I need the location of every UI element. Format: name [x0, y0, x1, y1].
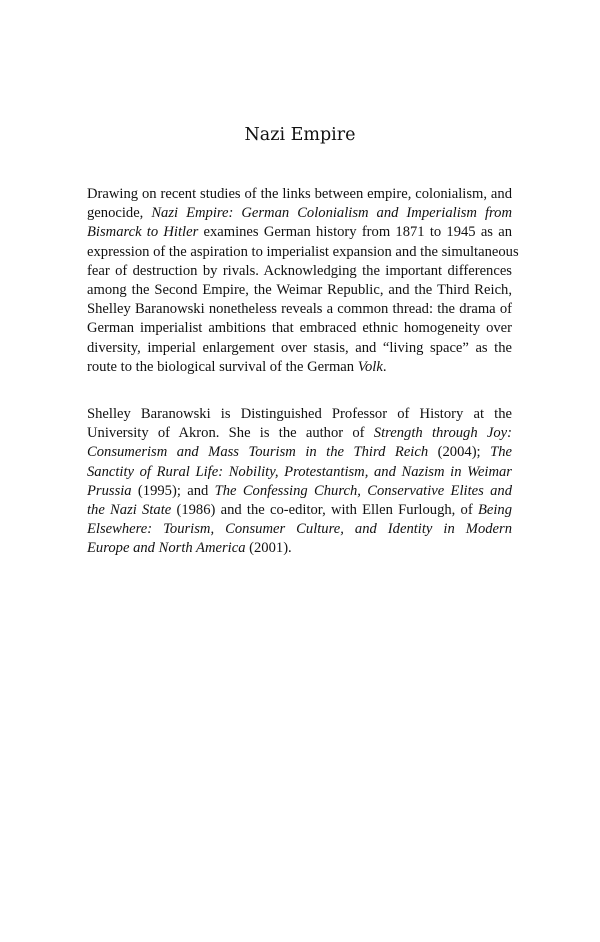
book-title-italic: Europe and North America — [87, 540, 246, 557]
book-title-italic: Prussia — [87, 482, 132, 499]
book-title-italic: Being — [477, 502, 512, 519]
text-line: German imperialist ambitions that embraced ethnic homogeneity over — [87, 320, 512, 337]
text-line: diversity, imperial enlargement over stasis, and “living space” as the — [87, 339, 512, 356]
text-line: Bismarck to Hitler examines German history from 1871 to 1945 as an — [87, 224, 512, 241]
italic-term: Volk — [357, 358, 383, 375]
text-line: Consumerism and Mass Tourism in the Third Reich (2004); The — [87, 444, 513, 461]
text-line — [87, 520, 512, 539]
text-line: Shelley Baranowski is Distinguished Professor of History at the — [87, 406, 512, 422]
book-title-italic: Sanctity of Rural Life: Nobility, Protestantism, and Nazism in Weimar — [87, 463, 512, 480]
text-line: route to the biological survival of the German Volk. — [87, 358, 387, 375]
text-line: fear of destruction by rivals. Acknowledging the important differences — [87, 262, 512, 279]
book-title-italic: The Confessing Church, Conservative Elites and — [214, 482, 512, 499]
author-bio-paragraph — [87, 405, 512, 559]
book-title-italic: Bismarck to Hitler — [87, 224, 199, 241]
book-title-italic: Elsewhere: Tourism, Consumer Culture, and Identity in Modern — [87, 521, 512, 538]
text-line: Europe and North America (2001). — [87, 540, 292, 557]
book-title-italic: The — [490, 444, 513, 461]
book-title-italic: Strength through Joy: — [373, 425, 512, 442]
book-title-italic: Consumerism and Mass Tourism in the Third Reich — [87, 444, 429, 461]
book-title-italic: the Nazi State — [87, 502, 172, 519]
book-description-paragraph — [87, 185, 519, 377]
page-title: Nazi Empire — [244, 125, 356, 145]
text-line: among the Second Empire, the Weimar Republic, and the Third Reich, — [87, 282, 512, 299]
text-line: Drawing on recent studies of the links between empire, colonialism, and — [87, 186, 512, 202]
text-line — [87, 463, 512, 482]
text-line: expression of the aspiration to imperialist expansion and the simultaneous — [87, 243, 519, 260]
text-line: University of Akron. She is the author of Strength through Joy: — [87, 425, 512, 442]
text-line: Prussia (1995); and The Confessing Church, Conservative Elites and — [87, 482, 512, 499]
text-line: the Nazi State (1986) and the co-editor, with Ellen Furlough, of Being — [87, 502, 512, 519]
book-title-italic: Nazi Empire: German Colonialism and Imperialism from — [151, 205, 512, 222]
text-line: genocide, Nazi Empire: German Colonialism and Imperialism from — [87, 205, 512, 222]
text-line: Shelley Baranowski nonetheless reveals a common thread: the drama of — [87, 301, 512, 318]
